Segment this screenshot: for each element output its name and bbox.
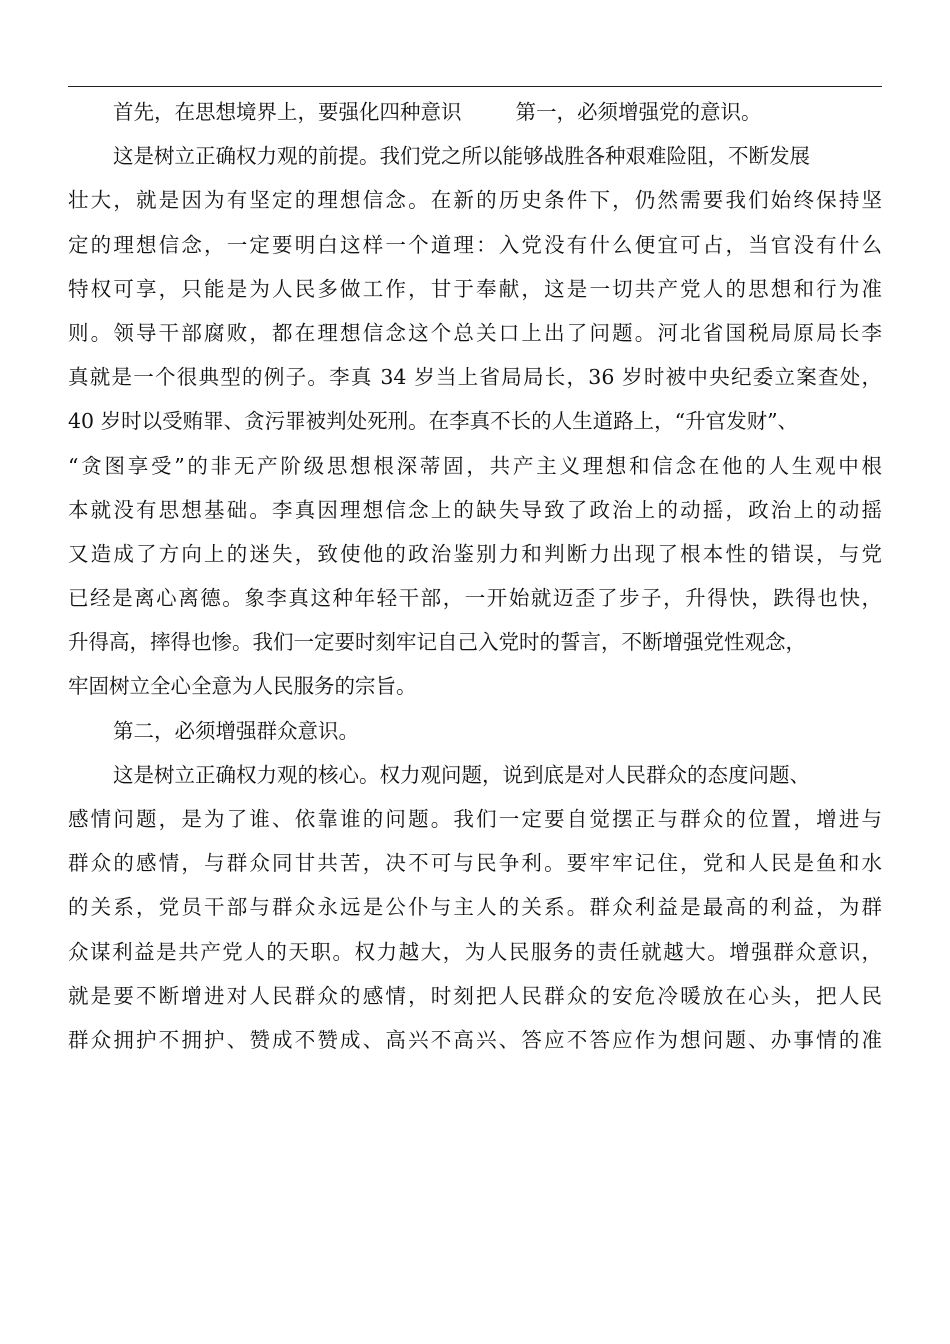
text-line: 感情问题，是为了谁、依靠谁的问题。我们一定要自觉摆正与群众的位置，增进与 bbox=[68, 807, 882, 831]
text-line: 牢固树立全心全意为人民服务的宗旨。 bbox=[68, 674, 417, 699]
text-line: 特权可享，只能是为人民多做工作，甘于奉献，这是一切共产党人的思想和行为准 bbox=[68, 276, 882, 301]
text-line: 升得高，摔得也惨。我们一定要时刻牢记自己入党时的誓言，不断增强党性观念， bbox=[68, 630, 806, 655]
text-line: 又造成了方向上的迷失，致使他的政治鉴别力和判断力出现了根本性的错误，与党 bbox=[68, 541, 882, 566]
text-line: 群众的感情，与群众同甘共苦，决不可与民争利。要牢牢记住，党和人民是鱼和水 bbox=[68, 851, 882, 876]
intro-line bbox=[68, 90, 882, 134]
intro-heading: 首先，在思想境界上，要强化四种意识 bbox=[113, 100, 462, 124]
header-rule bbox=[68, 86, 882, 87]
text-line: 40 岁时以受贿罪、贪污罪被判处死刑。在李真不长的人生道路上，“升官发财”、 bbox=[68, 409, 799, 434]
text-line: 本就没有思想基础。李真因理想信念上的缺失导致了政治上的动摇，政治上的动摇 bbox=[68, 497, 882, 522]
text-line: 众谋利益是共产党人的天职。权力越大，为人民服务的责任就越大。增强群众意识， bbox=[68, 939, 882, 964]
text-line: 定的理想信念，一定要明白这样一个道理：入党没有什么便宜可占，当官没有什么 bbox=[68, 232, 882, 257]
text-line: 就是要不断增进对人民群众的感情，时刻把人民群众的安危冷暖放在心头，把人民 bbox=[68, 983, 882, 1008]
document-body bbox=[68, 90, 882, 1062]
text-line: 已经是离心离德。象李真这种年轻干部，一开始就迈歪了步子，升得快，跌得也快， bbox=[68, 586, 882, 611]
text-line: 则。领导干部腐败，都在理想信念这个总关口上出了问题。河北省国税局原局长李 bbox=[68, 320, 882, 345]
text-line: 壮大，就是因为有坚定的理想信念。在新的历史条件下，仍然需要我们始终保持坚 bbox=[68, 188, 882, 213]
text-line: 这是树立正确权力观的前提。我们党之所以能够战胜各种艰难险阻，不断发展 bbox=[113, 144, 810, 169]
heading-2: 第二，必须增强群众意识。 bbox=[113, 718, 359, 743]
text-line: 这是树立正确权力观的核心。权力观问题，说到底是对人民群众的态度问题、 bbox=[113, 762, 810, 787]
paragraph-1 bbox=[68, 134, 882, 708]
text-line: 群众拥护不拥护、赞成不赞成、高兴不高兴、答应不答应作为想问题、办事情的准 bbox=[68, 1027, 882, 1052]
text-line: 的关系，党员干部与群众永远是公仆与主人的关系。群众利益是最高的利益，为群 bbox=[68, 895, 882, 920]
heading-1: 第一，必须增强党的意识。 bbox=[515, 100, 762, 124]
text-line: 真就是一个很典型的例子。李真 34 岁当上省局局长，36 岁时被中央纪委立案查处， bbox=[68, 365, 882, 390]
text-line: “贪图享受”的非无产阶级思想根深蒂固，共产主义理想和信念在他的人生观中根 bbox=[68, 453, 882, 478]
paragraph-2 bbox=[68, 753, 882, 1062]
